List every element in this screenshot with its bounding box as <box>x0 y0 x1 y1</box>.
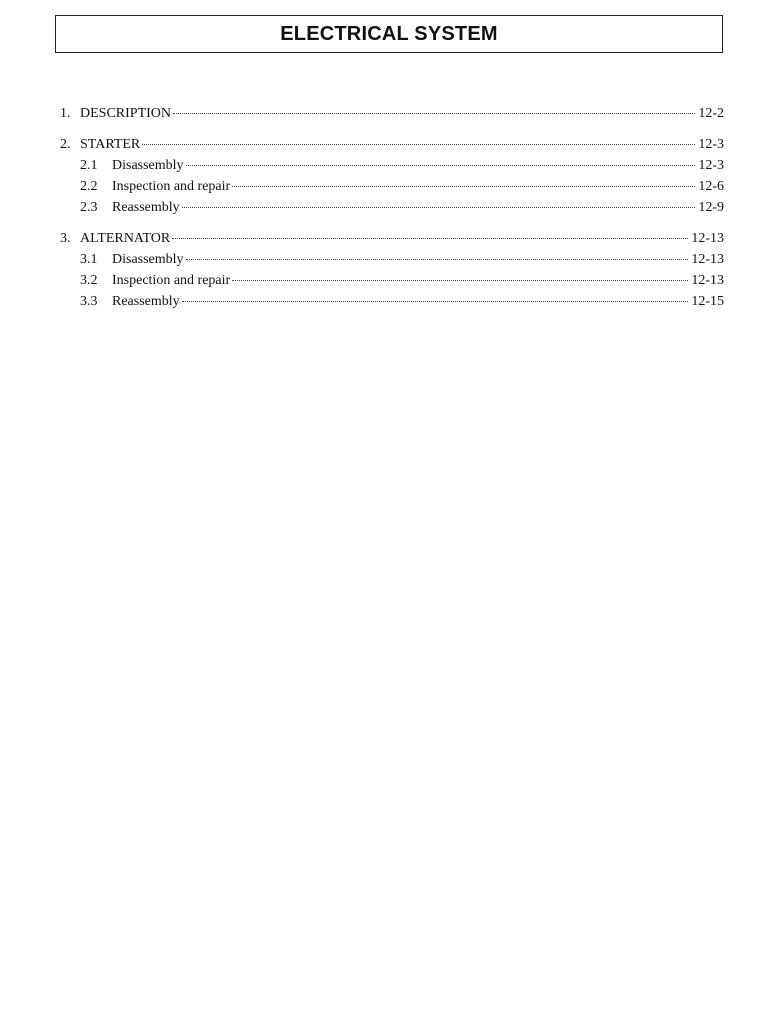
toc-subentry-number: 2.3 <box>80 200 98 215</box>
toc-entry-starter[interactable] <box>60 134 724 155</box>
toc-section-starter <box>60 134 724 218</box>
toc-subentry-number: 3.2 <box>80 273 98 288</box>
toc-entry-description[interactable] <box>60 103 724 124</box>
toc-entry-page: 12-3 <box>698 137 724 152</box>
toc-subentry-page: 12-13 <box>691 273 724 288</box>
toc-subentry-number: 3.3 <box>80 294 98 309</box>
toc-subentry-label: Reassembly <box>112 200 180 215</box>
toc-entry-number: 2. <box>60 137 71 152</box>
dot-leader <box>186 165 696 166</box>
toc-subentry-starter-disassembly[interactable] <box>60 155 724 176</box>
toc-subentry-page: 12-3 <box>698 158 724 173</box>
toc-entry-page: 12-13 <box>691 231 724 246</box>
toc-entry-number: 3. <box>60 231 71 246</box>
toc-subentry-starter-inspection[interactable] <box>60 176 724 197</box>
toc-subentry-page: 12-9 <box>698 200 724 215</box>
toc-subentry-page: 12-15 <box>691 294 724 309</box>
toc-subentry-number: 2.2 <box>80 179 98 194</box>
toc-subentry-alternator-disassembly[interactable] <box>60 249 724 270</box>
table-of-contents <box>60 103 724 322</box>
dot-leader <box>142 144 695 145</box>
toc-subentry-label: Inspection and repair <box>112 179 231 194</box>
toc-entry-number: 1. <box>60 106 71 121</box>
toc-subentry-label: Disassembly <box>112 252 184 267</box>
dot-leader <box>173 113 695 114</box>
toc-subentry-starter-reassembly[interactable] <box>60 197 724 218</box>
toc-subentry-number: 3.1 <box>80 252 98 267</box>
toc-subentry-label: Inspection and repair <box>112 273 231 288</box>
toc-subentry-page: 12-13 <box>691 252 724 267</box>
toc-section-description <box>60 103 724 124</box>
toc-section-alternator <box>60 228 724 312</box>
toc-entry-alternator[interactable] <box>60 228 724 249</box>
dot-leader <box>182 207 696 208</box>
dot-leader <box>182 301 689 302</box>
toc-subentry-page: 12-6 <box>698 179 724 194</box>
page-title: ELECTRICAL SYSTEM <box>280 22 498 45</box>
dot-leader <box>232 186 695 187</box>
toc-subentry-alternator-inspection[interactable] <box>60 270 724 291</box>
toc-entry-label: STARTER <box>80 137 141 152</box>
toc-subentry-alternator-reassembly[interactable] <box>60 291 724 312</box>
toc-subentry-label: Reassembly <box>112 294 180 309</box>
title-box <box>55 15 723 53</box>
toc-entry-label: DESCRIPTION <box>80 106 172 121</box>
dot-leader <box>232 280 688 281</box>
dot-leader <box>186 259 689 260</box>
dot-leader <box>172 238 688 239</box>
toc-subentry-number: 2.1 <box>80 158 98 173</box>
toc-subentry-label: Disassembly <box>112 158 184 173</box>
toc-entry-page: 12-2 <box>698 106 724 121</box>
toc-entry-label: ALTERNATOR <box>80 231 171 246</box>
